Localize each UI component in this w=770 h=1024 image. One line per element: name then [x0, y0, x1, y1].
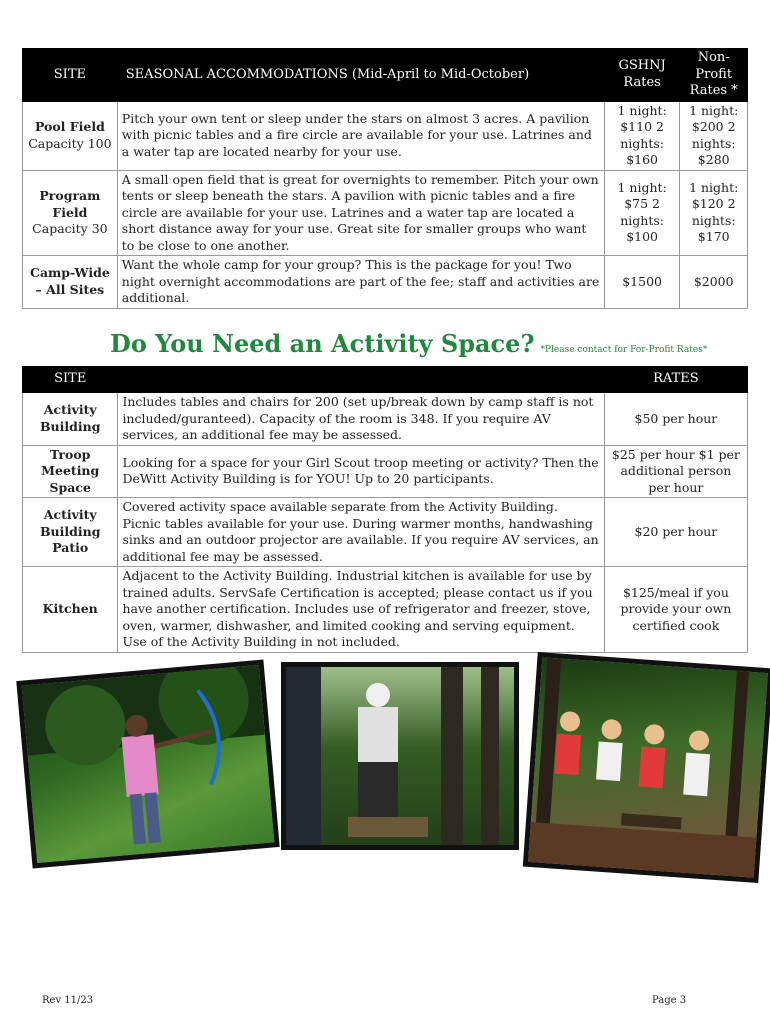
group-scene-icon [528, 657, 768, 877]
rate-cell: $20 per hour [604, 498, 747, 567]
table-row [23, 567, 748, 653]
header-seasonal: SEASONAL ACCOMMODATIONS (Mid-April to Mid-October) [117, 49, 604, 102]
page-number: Page 3 [652, 995, 687, 1006]
climbing-photo [281, 662, 519, 850]
description-cell: Want the whole camp for your group? This is the package for you! Two night overnight accommodations are part of the fee; staff and activities are additional. [117, 256, 604, 309]
archery-scene-icon [22, 665, 275, 863]
heading-title: Do You Need an Activity Space? [110, 329, 535, 358]
site-name: Kitchen [23, 567, 118, 653]
climbing-scene-icon [286, 667, 514, 845]
site-cell [23, 170, 118, 256]
rate-cell: $25 per hour $1 per additional person per hour [604, 445, 747, 498]
description-cell: A small open field that is great for overnights to remember. Pitch your own tents or sleep beneath the stars. A pavilion with picnic tables and a fire circle are available for your use. Latrines and a water tap are located a short distance away for your use. Great site for smaller groups who want to be close to one another. [117, 170, 604, 256]
heading-note: *Please contact for For-Profit Rates* [540, 345, 708, 355]
gshnj-rate: $1500 [604, 256, 680, 309]
description-cell: Pitch your own tent or sleep under the stars on almost 3 acres. A pavilion with picnic tables and a fire circle are available for your use. Latrines and a water tap are located nearby for your use. [117, 101, 604, 170]
description-cell: Covered activity space available separate from the Activity Building. Picnic tables available for your use. During warmer months, handwashing sinks and an outdoor projector are available. If you require AV services, an additional fee may be assessed. [118, 498, 604, 567]
accommodations-table [22, 48, 748, 309]
nonprofit-rate: 1 night: $200 2 nights: $280 [680, 101, 748, 170]
gshnj-rate: 1 night: $75 2 nights: $100 [604, 170, 680, 256]
site-capacity: Capacity 100 [28, 135, 112, 151]
site-cell [23, 101, 118, 170]
archery-photo [16, 660, 279, 869]
gshnj-rate: 1 night: $110 2 nights: $160 [604, 101, 680, 170]
header-site: SITE [23, 367, 118, 393]
header-site: SITE [23, 49, 118, 102]
activity-space-heading [110, 329, 707, 358]
table-row [23, 498, 748, 567]
table-row [23, 256, 748, 309]
activity-space-table [22, 366, 748, 653]
nonprofit-rate: 1 night: $120 2 nights: $170 [680, 170, 748, 256]
rate-cell: $125/meal if you provide your own certified cook [604, 567, 747, 653]
nonprofit-rate: $2000 [680, 256, 748, 309]
site-name: Pool Field [34, 119, 105, 134]
revision-label: Rev 11/23 [42, 995, 94, 1006]
description-cell: Adjacent to the Activity Building. Industrial kitchen is available for use by trained adults. ServSafe Certification is accepted; please contact us if you have another certification. Includes use of refrigerator and freezer, stove, oven, warmer, dishwasher, and limited cooking and serving equipment. Use of the Activity Building in not included. [118, 567, 604, 653]
table-row [23, 101, 748, 170]
table-row [23, 445, 748, 498]
table-row [23, 170, 748, 256]
site-name: Program Field [39, 188, 101, 220]
group-photo [523, 652, 770, 883]
rate-cell: $50 per hour [604, 393, 747, 446]
site-name: Camp-Wide – All Sites [30, 265, 110, 297]
site-cell [23, 256, 118, 309]
header-nonprofit: Non-Profit Rates * [680, 49, 748, 102]
table-row [23, 393, 748, 446]
header-gshnj: GSHNJ Rates [604, 49, 680, 102]
header-rates: RATES [604, 367, 747, 393]
site-capacity: Capacity 30 [32, 221, 108, 236]
site-name: Troop Meeting Space [23, 445, 118, 498]
description-cell: Looking for a space for your Girl Scout troop meeting or activity? Then the DeWitt Activity Building is for YOU! Up to 20 participants. [118, 445, 604, 498]
description-cell: Includes tables and chairs for 200 (set up/break down by camp staff is not included/guranteed). Capacity of the room is 348. If you require AV services, an additional fee may be assessed. [118, 393, 604, 446]
site-name: Activity Building Patio [23, 498, 118, 567]
site-name: Activity Building [23, 393, 118, 446]
header-blank [118, 367, 604, 393]
